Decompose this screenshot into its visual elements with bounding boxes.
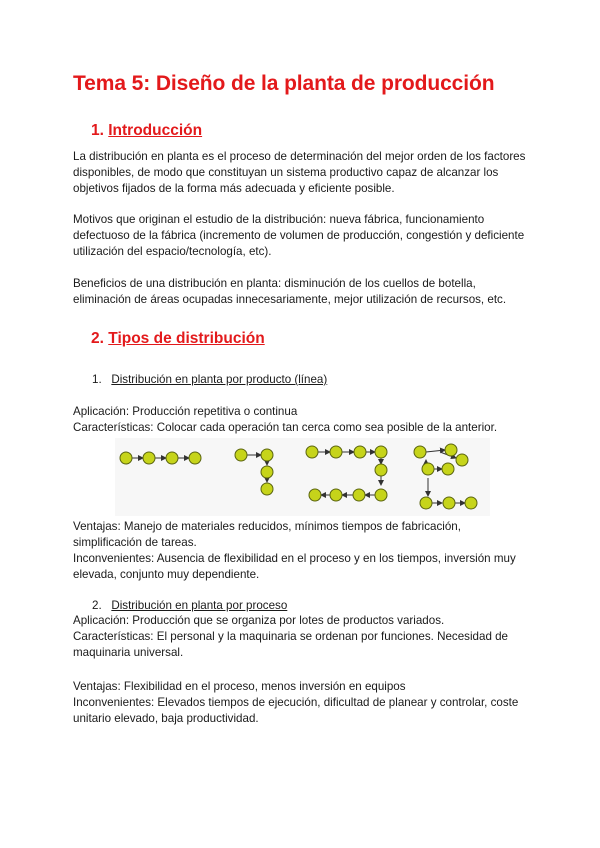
section-title: Introducción	[108, 122, 203, 139]
workstation-node	[456, 454, 468, 466]
workstation-node	[354, 446, 366, 458]
inconvenientes-proceso: Inconvenientes: Elevados tiempos de ejecución, dificultad de planear y controlar, coste unitario elevado, baja productividad.	[73, 696, 519, 725]
workstation-node	[261, 483, 273, 495]
aplicacion-proceso: Aplicación: Producción que se organiza por lotes de productos variados.	[73, 614, 445, 627]
section-heading-tipos	[91, 330, 265, 348]
workstation-node	[143, 452, 155, 464]
workstation-node	[309, 489, 321, 501]
subsection-number: 1.	[92, 373, 102, 386]
paragraph-beneficios: Beneficios de una distribución en planta: disminución de los cuellos de botella, eliminación de áreas ocupadas innecesariamente, mejor utilización de recursos, etc.	[73, 277, 507, 306]
workstation-node	[375, 446, 387, 458]
diagram-background	[115, 438, 490, 516]
section-heading-introduccion	[91, 122, 202, 140]
product-layout-diagram	[115, 438, 490, 516]
paragraph-definicion: La distribución en planta es el proceso de determinación del mejor orden de los factores disponibles, de modo que constituyan un sistema productivo capaz de alcanzar los objetivos fijados de la forma más adecuada y eficiente posible.	[73, 150, 526, 195]
paragraph-motivos: Motivos que originan el estudio de la distribución: nueva fábrica, funcionamiento defectuoso de la fábrica (incremento de volumen de producción, congestión y deficiente utilización del espacio/tecnología, etc).	[73, 213, 525, 258]
subsection-heading-proceso	[92, 599, 287, 612]
section-number: 2.	[91, 330, 104, 347]
workstation-node	[330, 446, 342, 458]
ventajas-proceso: Ventajas: Flexibilidad en el proceso, menos inversión en equipos	[73, 680, 406, 693]
workstation-node	[375, 464, 387, 476]
workstation-node	[261, 449, 273, 461]
workstation-node	[465, 497, 477, 509]
subsection-title: Distribución en planta por proceso	[111, 599, 288, 612]
workstation-node	[375, 489, 387, 501]
subsection-title: Distribución en planta por producto (línea)	[111, 373, 328, 386]
workstation-node	[120, 452, 132, 464]
workstation-node	[261, 466, 273, 478]
workstation-node	[353, 489, 365, 501]
page-title: Tema 5: Diseño de la planta de producción	[73, 72, 495, 95]
caracteristicas-proceso: Características: El personal y la maquinaria se ordenan por funciones. Necesidad de maquinaria universal.	[73, 630, 509, 659]
ventajas-producto: Ventajas: Manejo de materiales reducidos, mínimos tiempos de fabricación, simplificación de tareas.	[73, 520, 461, 549]
workstation-node	[306, 446, 318, 458]
subsection-number: 2.	[92, 599, 102, 612]
workstation-node	[189, 452, 201, 464]
caracteristicas-producto: Características: Colocar cada operación tan cerca como sea posible de la anterior.	[73, 421, 498, 434]
workstation-node	[166, 452, 178, 464]
workstation-node	[330, 489, 342, 501]
section-number: 1.	[91, 122, 104, 139]
workstation-node	[414, 446, 426, 458]
workstation-node	[235, 449, 247, 461]
aplicacion-producto: Aplicación: Producción repetitiva o continua	[73, 405, 298, 418]
workstation-node	[443, 497, 455, 509]
workstation-node	[442, 463, 454, 475]
subsection-heading-producto	[92, 373, 327, 386]
workstation-node	[420, 497, 432, 509]
inconvenientes-producto: Inconvenientes: Ausencia de flexibilidad en el proceso y en los tiempos, inversión muy elevada, conjunto muy dependiente.	[73, 552, 516, 581]
workstation-node	[445, 444, 457, 456]
section-title: Tipos de distribución	[108, 330, 265, 347]
workstation-node	[422, 463, 434, 475]
